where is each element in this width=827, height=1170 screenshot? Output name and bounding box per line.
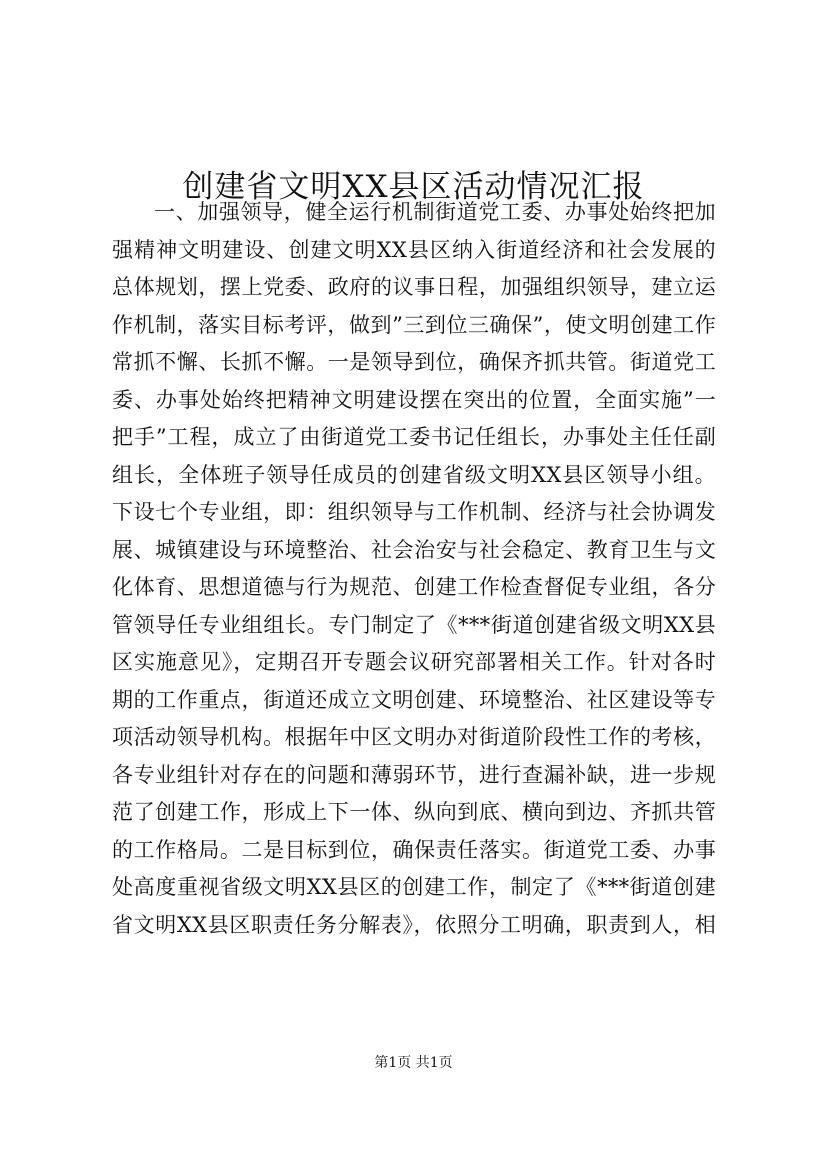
body-line: 项活动领导机构。根据年中区文明办对街道阶段性工作的考核，	[112, 725, 716, 749]
body-line: 处高度重视省级文明XX县区的创建工作，制定了《***街道创建	[112, 875, 716, 899]
body-line: 组长，全体班子领导任成员的创建省级文明XX县区领导小组。	[112, 462, 716, 487]
body-line: 强精神文明建设、创建文明XX县区纳入街道经济和社会发展的	[112, 237, 716, 262]
body-line: 作机制，落实目标考评，做到”三到位三确保”，使文明创建工作	[112, 312, 716, 337]
body-line: 各专业组针对存在的问题和薄弱环节，进行查漏补缺，进一步规	[112, 762, 716, 787]
body-line: 管领导任专业组组长。专门制定了《***街道创建省级文明XX县	[112, 612, 716, 637]
body-line: 范了创建工作，形成上下一体、纵向到底、横向到边、齐抓共管	[112, 800, 716, 824]
document-body	[112, 194, 716, 944]
body-line: 省文明XX县区职责任务分解表》，依照分工明确，职责到人，相	[112, 912, 716, 937]
body-line: 的工作格局。二是目标到位，确保责任落实。街道党工委、办事	[112, 837, 716, 862]
body-line: 区实施意见》，定期召开专题会议研究部署相关工作。针对各时	[112, 650, 716, 674]
body-line: 总体规划，摆上党委、政府的议事日程，加强组织领导，建立运	[112, 275, 716, 299]
body-line: 展、城镇建设与环境整治、社会治安与社会稳定、教育卫生与文	[112, 537, 716, 562]
body-line: 期的工作重点，街道还成立文明创建、环境整治、社区建设等专	[112, 687, 716, 712]
body-line: 下设七个专业组，即：组织领导与工作机制、经济与社会协调发	[112, 500, 716, 524]
body-line: 化体育、思想道德与行为规范、创建工作检查督促专业组，各分	[112, 575, 716, 599]
body-line: 一、加强领导，健全运行机制街道党工委、办事处始终把加	[154, 200, 716, 224]
body-line: 委、办事处始终把精神文明建设摆在突出的位置，全面实施”一	[112, 387, 716, 412]
document-title: 创建省文明XX县区活动情况汇报	[182, 168, 645, 205]
page-footer: 第1页 共1页	[374, 1055, 453, 1071]
body-line: 常抓不懈、长抓不懈。一是领导到位，确保齐抓共管。街道党工	[112, 350, 716, 374]
body-line: 把手”工程，成立了由街道党工委书记任组长，办事处主任任副	[112, 425, 716, 449]
